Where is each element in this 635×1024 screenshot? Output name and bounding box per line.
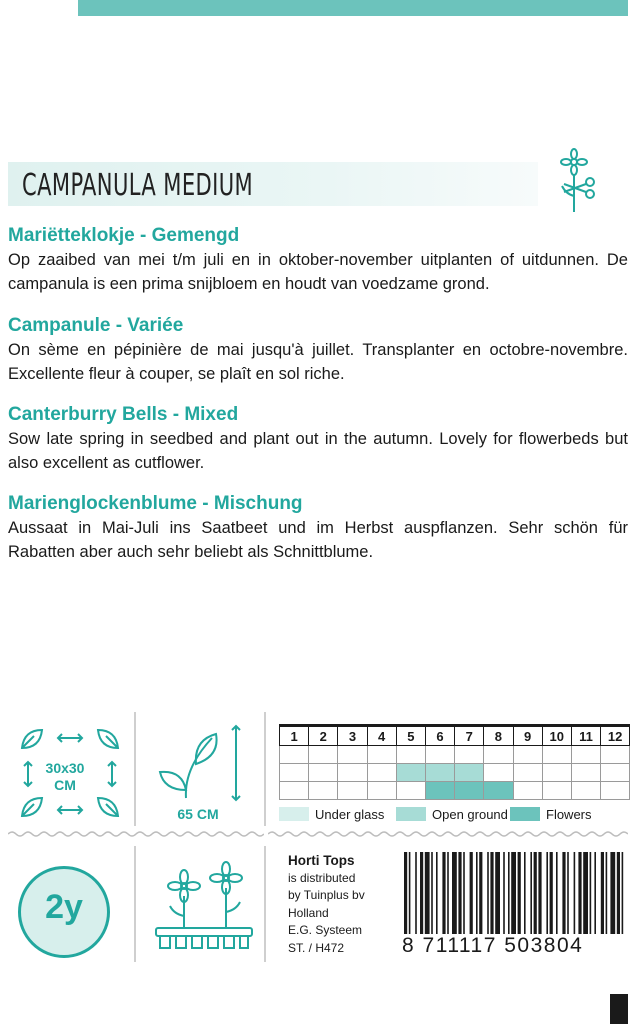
spacing-label: 30x30 CM: [45, 760, 85, 793]
barcode-number: 8 711117 503804: [402, 934, 626, 958]
calendar-cell: [542, 746, 571, 764]
calendar-cell-flowers: [484, 782, 513, 800]
calendar-cell: [309, 746, 338, 764]
month-label: 5: [396, 726, 425, 746]
legend-swatch: [279, 807, 309, 821]
calendar-cell: [455, 746, 484, 764]
section-title: Campanule - Variée: [8, 315, 184, 336]
calendar-cell: [338, 746, 367, 764]
sowing-calendar: [279, 724, 630, 800]
calendar-row-open-ground: [280, 764, 630, 782]
legend-label: Under glass: [315, 806, 385, 822]
plant-height-icon: [156, 720, 252, 806]
calendar-cell-open-ground: [396, 764, 425, 782]
calendar-cell: [484, 764, 513, 782]
calendar-cell-flowers: [425, 782, 454, 800]
month-label: 2: [309, 726, 338, 746]
corner-mark: [610, 994, 628, 1024]
calendar-cell: [280, 746, 309, 764]
calendar-cell-flowers: [455, 782, 484, 800]
height-label: 65 CM: [177, 806, 219, 822]
calendar-cell: [571, 764, 600, 782]
calendar-header-row: [280, 726, 630, 746]
month-label: 9: [513, 726, 542, 746]
month-label: 3: [338, 726, 367, 746]
calendar-cell: [367, 782, 396, 800]
legend-flowers: [510, 806, 592, 822]
top-color-bar: [78, 0, 628, 16]
calendar-cell-open-ground: [425, 764, 454, 782]
wavy-divider: [268, 830, 628, 838]
month-label: 1: [280, 726, 309, 746]
calendar-cell: [513, 782, 542, 800]
month-label: 10: [542, 726, 571, 746]
calendar-cell-open-ground: [455, 764, 484, 782]
calendar-cell: [601, 746, 630, 764]
calendar-cell: [571, 746, 600, 764]
legend-label: Open ground: [432, 806, 508, 822]
distributor-line: by Tuinplus bv: [288, 888, 365, 902]
calendar-cell: [513, 746, 542, 764]
distributor-info: [288, 852, 398, 957]
month-label: 8: [484, 726, 513, 746]
month-label: 6: [425, 726, 454, 746]
calendar-row-under-glass: [280, 746, 630, 764]
legend-swatch: [510, 807, 540, 821]
month-label: 7: [455, 726, 484, 746]
section-title: Mariëtteklokje - Gemengd: [8, 225, 240, 246]
section-title: Canterburry Bells - Mixed: [8, 404, 239, 425]
calendar-cell: [309, 782, 338, 800]
divider: [134, 846, 136, 962]
section-german: [8, 492, 628, 564]
wavy-divider: [8, 830, 264, 838]
legend-label: Flowers: [546, 806, 592, 822]
section-dutch: [8, 224, 628, 296]
calendar-cell: [367, 746, 396, 764]
legend-open-ground: [396, 806, 508, 822]
calendar-cell: [542, 764, 571, 782]
legend-under-glass: [279, 806, 384, 822]
divider: [134, 712, 136, 826]
seedling-tray-icon: [150, 856, 258, 956]
month-label: 4: [367, 726, 396, 746]
section-body: Op zaaibed van mei t/m juli en in oktober-november uitplanten of uitdunnen. De campanula is een prima snijbloem en houdt van voedzame grond.: [8, 251, 628, 293]
calendar-cell: [513, 764, 542, 782]
calendar-cell: [280, 782, 309, 800]
calendar-cell: [571, 782, 600, 800]
biennial-label: 2y: [45, 888, 83, 926]
distributor-line: is distributed: [288, 870, 356, 885]
calendar-cell: [309, 764, 338, 782]
calendar-cell: [542, 782, 571, 800]
calendar-cell: [601, 764, 630, 782]
flower-scissors-icon: [552, 148, 604, 216]
calendar-cell: [396, 746, 425, 764]
divider: [264, 712, 266, 826]
distributor-line: Holland: [288, 905, 329, 920]
section-title: Marienglockenblume - Mischung: [8, 493, 303, 514]
section-french: [8, 314, 628, 386]
month-label: 12: [601, 726, 630, 746]
divider: [264, 846, 266, 962]
latin-name-heading: CAMPANULA MEDIUM: [22, 168, 254, 203]
distributor-line: ST. / H472: [288, 940, 345, 955]
calendar-cell: [484, 746, 513, 764]
calendar-cell: [280, 764, 309, 782]
section-body: On sème en pépinière de mai jusqu'à juillet. Transplanter en octobre-novembre. Excellente fleur à couper, se plaît en sol riche.: [8, 341, 628, 383]
calendar-cell: [338, 764, 367, 782]
calendar-row-flowers: [280, 782, 630, 800]
section-body: Sow late spring in seedbed and plant out in the autumn. Lovely for flowerbeds but also excellent as cutflower.: [8, 430, 628, 472]
calendar-cell: [338, 782, 367, 800]
calendar-cell: [367, 764, 396, 782]
section-body: Aussaat in Mai-Juli ins Saatbeet und im Herbst auspflanzen. Sehr schön für Rabatten aber auch sehr beliebt als Schnittblume.: [8, 519, 628, 561]
month-label: 11: [571, 726, 600, 746]
distributor-line: E.G. Systeem: [288, 923, 363, 937]
brand-name: Horti Tops: [288, 853, 355, 868]
calendar-cell: [396, 782, 425, 800]
legend-swatch: [396, 807, 426, 821]
calendar-cell: [601, 782, 630, 800]
section-english: [8, 403, 628, 475]
calendar-cell: [425, 746, 454, 764]
